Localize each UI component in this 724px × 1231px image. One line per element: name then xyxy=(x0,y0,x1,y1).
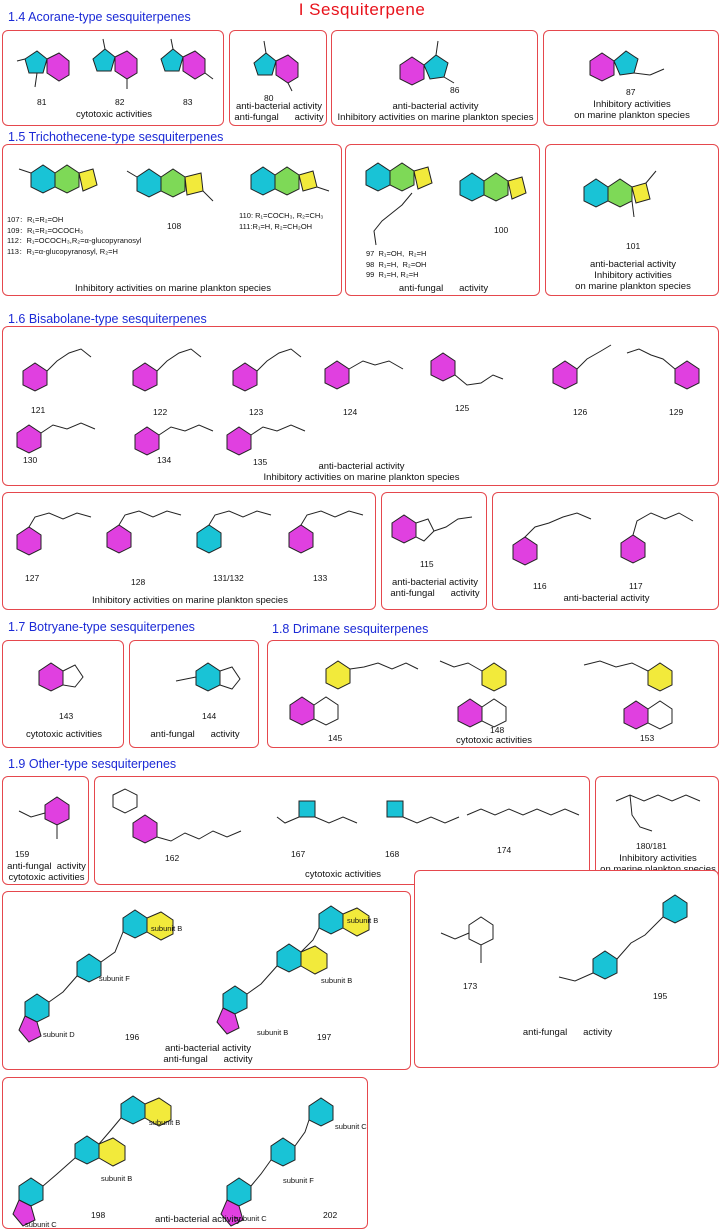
panel-trichothecene-97-100 xyxy=(345,144,540,296)
section-bisabolane-heading: 1.6 Bisabolane-type sesquiterpenes xyxy=(8,312,207,326)
panel-trichothecene-101 xyxy=(545,144,719,296)
subunit-label: subunit B xyxy=(151,924,183,933)
panel-bisabolane-121-135 xyxy=(2,326,719,486)
structure-144 xyxy=(156,647,252,711)
label-128: 128 xyxy=(131,577,146,587)
panel-acorane-81-83 xyxy=(2,30,224,126)
section-acorane-heading: 1.4 Acorane-type sesquiterpenes xyxy=(8,10,191,24)
subunit-label: subunit C xyxy=(235,1214,267,1223)
panel-other-196-197 xyxy=(2,891,411,1070)
label-101: 101 xyxy=(626,241,641,251)
activity-81-83: cytotoxic activities xyxy=(75,109,153,120)
label-145: 145 xyxy=(328,733,343,743)
label-162: 162 xyxy=(165,853,180,863)
label-168: 168 xyxy=(385,849,400,859)
label-167: 167 xyxy=(291,849,306,859)
activity-159: anti-fungal activity cytotoxic activities xyxy=(7,861,86,883)
activity-115: anti-bacterial activity anti-fungal activity xyxy=(390,577,480,599)
panel-bisabolane-127-133 xyxy=(2,492,376,610)
structure-121 xyxy=(17,337,97,407)
label-86: 86 xyxy=(450,85,460,95)
label-129: 129 xyxy=(669,407,684,417)
structure-82 xyxy=(83,35,143,95)
structure-127 xyxy=(11,501,101,571)
label-174: 174 xyxy=(497,845,512,855)
label-133: 133 xyxy=(313,573,328,583)
panel-other-162-174 xyxy=(94,776,590,885)
activity-97-100: anti-fungal activity xyxy=(398,283,489,294)
label-196: 196 xyxy=(125,1032,140,1042)
activity-87: Inhibitory activities on marine plankton species xyxy=(574,99,690,121)
label-180-181: 180/181 xyxy=(636,841,667,851)
figure-title: I Sesquiterpene xyxy=(298,0,426,19)
activity-180: Inhibitory activities xyxy=(619,853,697,864)
label-81: 81 xyxy=(37,97,47,107)
structure-122 xyxy=(127,337,207,407)
label-135: 135 xyxy=(253,457,268,467)
section-trichothecene-heading: 1.5 Trichothecene-type sesquiterpenes xyxy=(8,130,224,144)
panel-bisabolane-116-117 xyxy=(492,492,719,610)
structure-97 xyxy=(352,149,456,259)
subunit-label: subunit B xyxy=(347,916,379,925)
structure-133 xyxy=(279,499,369,579)
subunit-label: subunit D xyxy=(43,1030,75,1039)
structure-128 xyxy=(99,499,191,579)
structure-198 xyxy=(9,1082,209,1228)
subunit-label: subunit C xyxy=(335,1122,367,1131)
structure-107 xyxy=(17,151,127,211)
panel-botryane-144 xyxy=(129,640,259,748)
panel-trichothecene-107-113 xyxy=(2,144,342,296)
activity-173-195: anti-fungal activity xyxy=(522,1027,613,1038)
activity-107-108: Inhibitory activities on marine plankton species xyxy=(75,283,271,294)
label-122: 122 xyxy=(153,407,168,417)
panel-other-159 xyxy=(2,776,89,885)
label-130: 130 xyxy=(23,455,38,465)
activity-86: anti-bacterial activity Inhibitory activities on marine plankton species xyxy=(337,101,534,123)
label-126: 126 xyxy=(573,407,588,417)
panel-bisabolane-115 xyxy=(381,492,487,610)
label-115: 115 xyxy=(420,559,434,569)
activity-80: anti-bacterial activity anti-fungal activity xyxy=(234,101,324,123)
label-148: 148 xyxy=(490,725,505,735)
label-116: 116 xyxy=(533,581,547,591)
activity-116-117: anti-bacterial activity xyxy=(563,593,650,604)
structure-180 xyxy=(610,781,710,841)
structure-135 xyxy=(219,413,319,463)
structure-115 xyxy=(386,501,486,559)
label-197: 197 xyxy=(317,1032,332,1042)
label-159: 159 xyxy=(15,849,30,859)
activity-144: anti-fungal activity xyxy=(150,729,240,740)
label-195: 195 xyxy=(653,991,668,1001)
panel-acorane-86 xyxy=(331,30,538,126)
panel-other-198-202 xyxy=(2,1077,368,1229)
structure-162 xyxy=(103,781,253,861)
label-202: 202 xyxy=(323,1210,338,1220)
structure-143 xyxy=(33,649,103,709)
structure-108 xyxy=(123,151,233,221)
label-143: 143 xyxy=(59,711,74,721)
structure-124 xyxy=(319,335,419,405)
subunit-label: subunit B xyxy=(257,1028,289,1037)
structure-134 xyxy=(127,413,227,463)
label-87: 87 xyxy=(626,87,636,97)
formula-107-113: 107：R₁=R₂=OH 109：R₁=R₂=OCOCH₃ 112：R₁=OCOCH₃,R₂=α-glucopyranosyl 113：R₁=α-glucopyranosyl, R₂=H xyxy=(7,215,142,256)
structure-131 xyxy=(189,499,279,579)
activity-162-174: cytotoxic activities xyxy=(304,869,382,880)
subunit-label: subunit B xyxy=(101,1174,133,1183)
activity-145-153: cytotoxic activities xyxy=(455,735,533,746)
structure-174 xyxy=(463,791,587,841)
activity-198-202: anti-bacterial activity xyxy=(154,1214,242,1225)
subunit-label: subunit B xyxy=(321,976,353,985)
label-117: 117 xyxy=(629,581,643,591)
panel-drimane-145-153 xyxy=(267,640,719,748)
label-124: 124 xyxy=(343,407,358,417)
structure-153 xyxy=(566,647,716,743)
structure-145 xyxy=(280,647,430,737)
structure-116 xyxy=(505,501,605,581)
structure-87 xyxy=(584,35,684,93)
activity-121-135: anti-bacterial activity Inhibitory activities on marine plankton species xyxy=(263,461,460,483)
section-botryane-heading: 1.7 Botryane-type sesquiterpenes xyxy=(8,620,195,634)
label-108: 108 xyxy=(167,221,182,231)
section-other-heading: 1.9 Other-type sesquiterpenes xyxy=(8,757,177,771)
label-198: 198 xyxy=(91,1210,106,1220)
formula-97-99: 97 R₁=OH, R₂=H 98 R₁=H, R₂=OH 99 R₁=H, R₂=H xyxy=(366,249,427,279)
label-82: 82 xyxy=(115,97,125,107)
structure-159 xyxy=(9,783,85,847)
label-125: 125 xyxy=(455,403,470,413)
label-80: 80 xyxy=(264,93,274,103)
label-131-132: 131/132 xyxy=(213,573,244,583)
structure-126 xyxy=(529,335,619,405)
structure-100 xyxy=(456,159,538,225)
label-134: 134 xyxy=(157,455,172,465)
structure-130 xyxy=(11,411,111,461)
structure-148 xyxy=(428,647,558,737)
label-153: 153 xyxy=(640,733,655,743)
subunit-label: subunit B xyxy=(149,1118,181,1127)
formula-110-111: 110: R₁=COCH₃, R₂=CH₃ 111:R₁=H, R₂=CH₂OH xyxy=(239,211,324,231)
label-123: 123 xyxy=(249,407,264,417)
panel-other-180-181 xyxy=(595,776,719,885)
structure-125 xyxy=(423,335,513,405)
panel-acorane-87 xyxy=(543,30,719,126)
subunit-label: subunit F xyxy=(283,1176,314,1185)
section-drimane-heading: 1.8 Drimane sesquiterpenes xyxy=(272,622,429,636)
subunit-label: subunit C xyxy=(25,1220,57,1229)
subunit-label: subunit F xyxy=(99,974,130,983)
label-100: 100 xyxy=(494,225,509,235)
label-121: 121 xyxy=(31,405,46,415)
structure-196 xyxy=(11,898,211,1048)
structure-86 xyxy=(392,35,482,93)
structure-168 xyxy=(357,787,477,851)
structure-123 xyxy=(227,337,307,407)
structure-83 xyxy=(151,35,217,95)
panel-acorane-80 xyxy=(229,30,327,126)
structure-129 xyxy=(619,335,715,405)
activity-196-197: anti-bacterial activity anti-fungal activity xyxy=(163,1043,253,1065)
label-173: 173 xyxy=(463,981,478,991)
label-127: 127 xyxy=(25,573,40,583)
structure-101 xyxy=(574,151,694,231)
structure-117 xyxy=(613,499,713,583)
structure-173 xyxy=(425,891,525,991)
activity-127-133: Inhibitory activities on marine plankton species xyxy=(92,595,288,606)
structure-80 xyxy=(248,37,314,93)
structure-81 xyxy=(13,37,73,97)
label-144: 144 xyxy=(202,711,217,721)
panel-botryane-143 xyxy=(2,640,124,748)
activity-143: cytotoxic activities xyxy=(25,729,103,740)
label-83: 83 xyxy=(183,97,193,107)
panel-other-173-195 xyxy=(414,870,719,1068)
structure-110 xyxy=(239,151,339,211)
structure-202 xyxy=(217,1082,367,1228)
structure-195 xyxy=(545,881,717,1011)
activity-101: anti-bacterial activity Inhibitory activities on marine plankton species xyxy=(575,259,691,292)
